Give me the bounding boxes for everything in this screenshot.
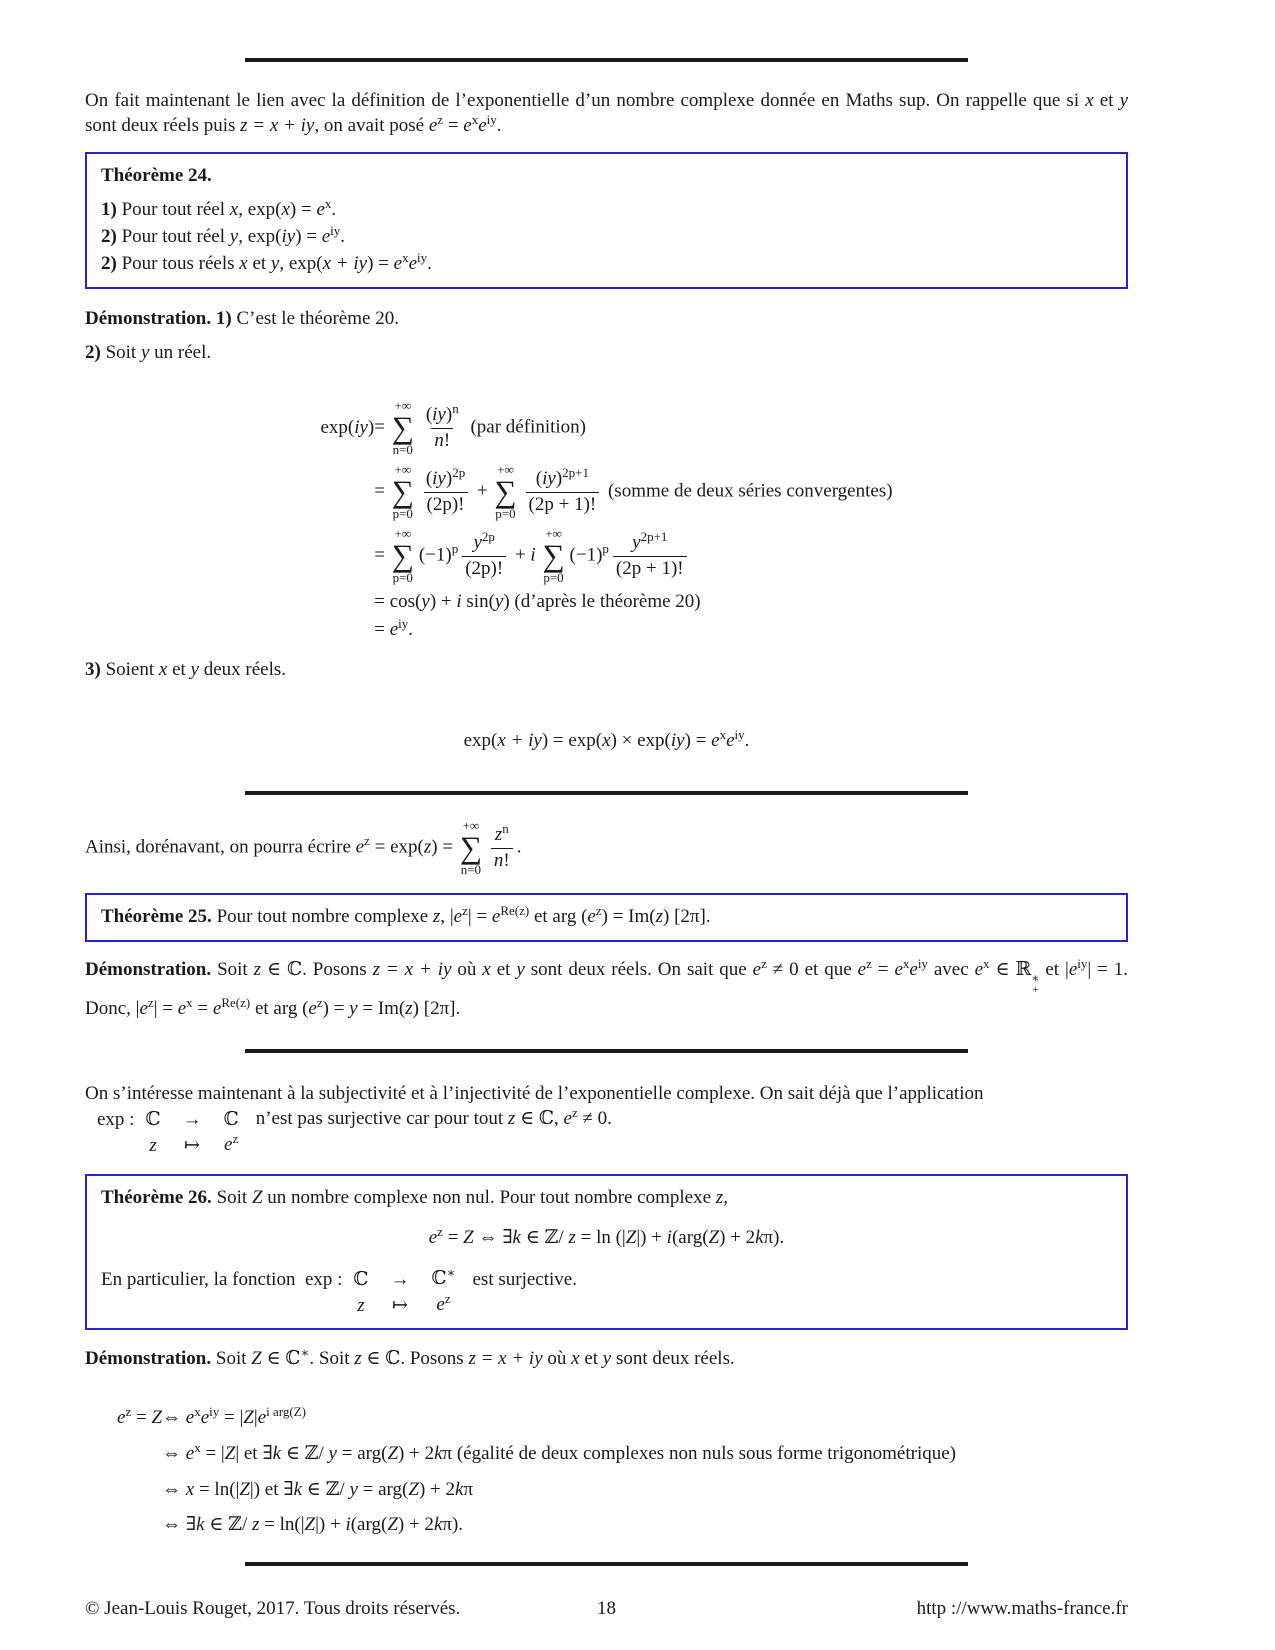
theorem-26-intro: Soit Z un nombre complexe non nul. Pour tout nombre complexe z, [211,1187,728,1208]
exp-map-display [97,1106,1128,1158]
lower-rule [245,1049,968,1053]
footer-rule [245,1562,968,1566]
document-page [85,0,1128,1621]
footer-copyright: © Jean-Louis Rouget, 2017. Tous droits réservés. [85,1598,461,1619]
theorem-24-title: Théorème 24. [101,165,212,186]
theorem-26-equation: $e^z = Z$ ⇔ ∃k ∈ ℤ/ z = ln (|Z|) + i(arg(Z) + 2kπ). [428,1224,785,1248]
map-arrow: → [182,1108,202,1130]
map-domain: ℂ [145,1108,161,1130]
demonstration-24-step2: 2) Soit y un réel. [85,342,212,363]
derivation-line-4: = cos(y) + i sin(y) (d’après le théorème 20) [374,591,701,612]
theorem-26-map [101,1266,1112,1318]
theorem-24-item-3: 2) Pour tous réels x et y, $\exp(x + iy) = e^xe^{iy}$. [101,250,432,274]
product-formula-equation: $\exp(x + iy) = \exp(x) \times \exp(iy) = e^xe^{iy}$. [463,727,750,751]
map-arrow: → [390,1268,410,1290]
map-variable: z [357,1294,365,1316]
map-image: $e^z$ [224,1131,239,1155]
map-variable: z [149,1134,157,1156]
theorem-25-box [85,893,1128,942]
map-prefix: exp : [97,1108,135,1130]
map-prefix: En particulier, la fonction exp : [101,1268,343,1290]
demonstration-24-intro: Démonstration. 1) C’est le théorème 20. [85,308,399,329]
theorem-24-item-1: 1) Pour tout réel x, $\exp(x) = e^x$. [101,196,337,220]
theorem-25-statement [101,904,1112,931]
top-rule [245,58,968,62]
derivation-line-1: = +∞ ∑ n=0 $\frac{(iy)^n}{n!}$ (par définition) [374,398,586,457]
theorem-26-title: Théorème 26. [101,1187,212,1208]
mapsto-arrow: ↦ [392,1294,408,1316]
mid-rule [245,791,968,795]
derivation-line-5: = $e^{iy}$. [374,616,414,640]
map-domain: ℂ [353,1268,369,1290]
theorem-26-box [85,1174,1128,1330]
theorem-24-box [85,152,1128,289]
theorem-25-title: Théorème 25. [101,906,212,927]
map-codomain: ℂ∗ [431,1265,456,1289]
exp-iy-derivation [85,399,1128,641]
derivation-line-3: = +∞ ∑ p=0 $(-1)^p$ $\frac{y^{2p}}{(2p)!}$ + i +∞ ∑ p=0 $(-1)^p$ $\frac{y^{2p+1}}{(2p + 1)!}$ [374,527,892,585]
intro-paragraph: On fait maintenant le lien avec la définition de l’exponentielle d’un nombre complexe donnée en Maths sup. On rappelle que si x et y sont deux réels puis z = x + iy, on avait posé $e^z = e^xe^{iy}$. [85,90,1129,136]
map-codomain: ℂ [223,1108,239,1130]
demonstration-26-paragraph: Démonstration. Soit Z ∈ ℂ∗. Soit z ∈ ℂ. Posons z = x + iy où x et y sont deux réels. [85,1345,735,1369]
section-3-heading: 3) Soient x et y deux réels. [85,659,287,680]
final-derivation [117,1404,1128,1538]
theorem-24-item-2: 2) Pour tout réel y, $\exp(iy) = e^{iy}$. [101,223,346,247]
footer-page-number: 18 [597,1598,616,1619]
map-image: $e^z$ [436,1291,451,1315]
mapsto-arrow: ↦ [184,1134,201,1156]
demonstration-25-paragraph: Démonstration. Soit z ∈ ℂ. Posons z = x + iy où x et y sont deux réels. On sait que $e^z \ne 0$ et que $e^z = e^xe^{iy}$ avec $e^x$ ∈ ℝ ∗ + et $|e^{iy}| = 1$. Donc, $|e^z| = e^x = e^{Re(z)}$ et arg $(e^z) = y = Im(z)$ [2π]. [85,956,1129,1019]
final-line-3: ⇔ x = ln(|Z|) et ∃k ∈ ℤ/ y = arg(Z) + 2kπ [162,1479,474,1500]
map-suffix: est surjective. [472,1268,577,1290]
final-lhs: $e^z = Z$ [117,1404,163,1428]
ainsi-paragraph: Ainsi, dorénavant, on pourra écrire $e^z = \exp(z)$ = +∞ ∑ n=0 $\frac{z^n}{n!}$ . [85,818,522,877]
theorem-25-body: Pour tout nombre complexe z, $|e^z| = e^{Re(z)}$ et arg $(e^z) = Im(z)$ [2π]. [211,903,711,927]
final-line-4: ⇔ ∃k ∈ ℤ/ z = ln(|Z|) + i(arg(Z) + 2kπ). [162,1514,464,1535]
footer [85,1562,1128,1621]
surjectivity-paragraph: On s’intéresse maintenant à la subjectivité et à l’injectivité de l’exponentielle complexe. On sait déjà que l’application [85,1083,984,1104]
theorem-26-statement [101,1185,1112,1211]
footer-url: http ://www.maths-france.fr [916,1598,1128,1619]
derivation-lhs: exp(iy) [320,417,375,438]
map-suffix: n’est pas surjective car pour tout z ∈ ℂ, $e^z \ne 0$. [255,1105,612,1129]
footer-row [85,1596,1128,1621]
final-line-2: ⇔ $e^x = |Z|$ et ∃k ∈ ℤ/ y = arg(Z) + 2kπ (égalité de deux complexes non nuls sous forme trigonométrique) [162,1440,957,1464]
derivation-line-2: = +∞ ∑ p=0 $\frac{(iy)^{2p}}{(2p)!}$ + +∞ ∑ p=0 $\frac{(iy)^{2p+1}}{(2p + 1)!}$ (somme de deux séries convergentes) [374,462,893,521]
final-line-1: ⇔ $e^xe^{iy} = |Z|e^{i arg(Z)}$ [162,1404,306,1428]
